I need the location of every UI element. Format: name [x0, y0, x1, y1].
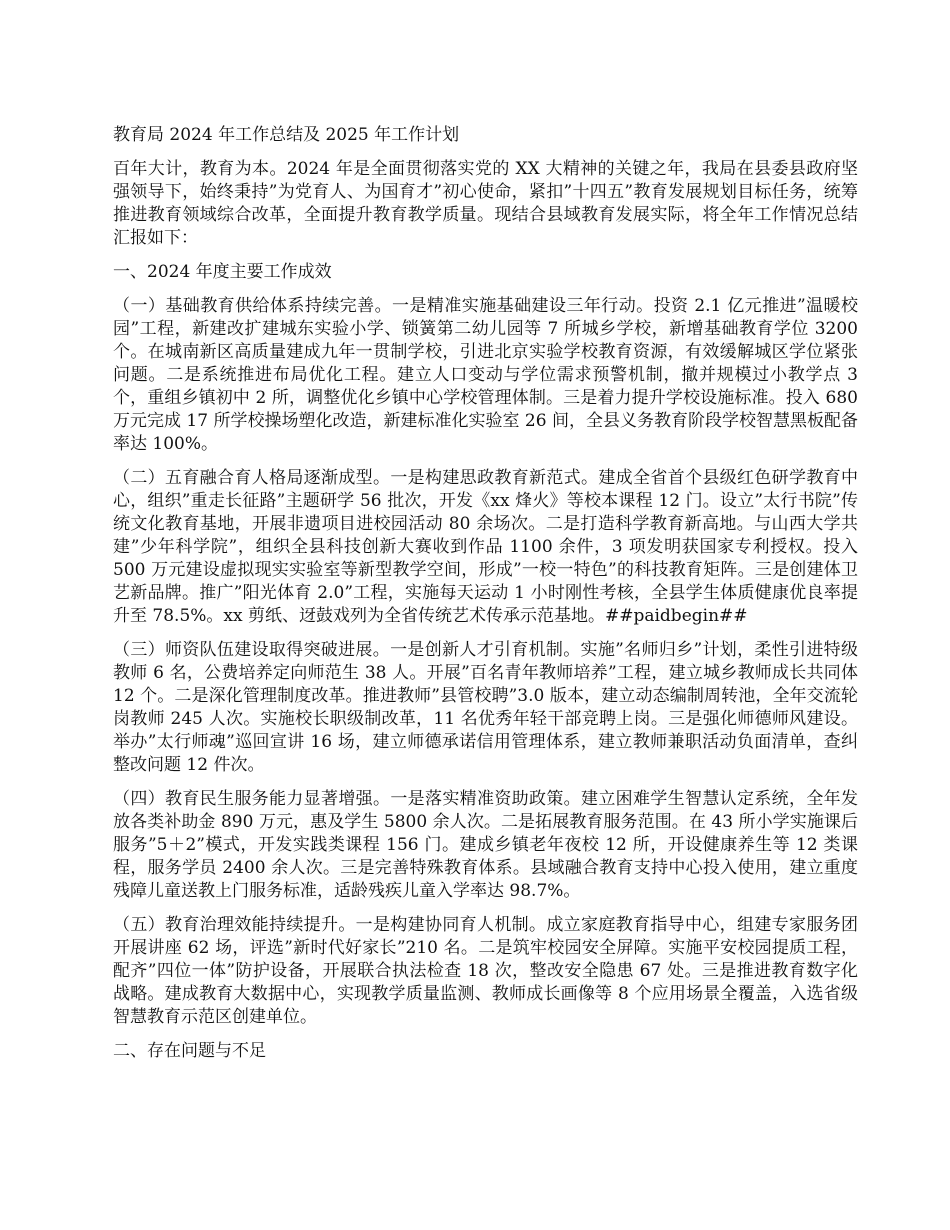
document-page	[113, 124, 858, 1074]
intro-paragraph: 百年大计，教育为本。2024 年是全面贯彻落实党的 XX 大精神的关键之年，我局在县委县政府坚强领导下，始终秉持”为党育人、为国育才”初心使命，紧扣”十四五”教育发展规划目标任务，统筹推进教育领域综合改革，全面提升教育教学质量。现结合县域教育发展实际，将全年工作情况总结汇报如下：	[113, 159, 858, 248]
paragraph-teacher-team: （三）师资队伍建设取得突破进展。一是创新人才引育机制。实施”名师归乡”计划，柔性引进特级教师 6 名，公费培养定向师范生 38 人。开展”百名青年教师培养”工程，建立城乡教师成长共同体 12 个。二是深化管理制度改革。推进教师”县管校聘”3.0 版本，建立动态编制周转池，全年交流轮岗教师 245 人次。实施校长职级制改革，11 名优秀年轻干部竞聘上岗。三是强化师德师风建设。举办”太行师魂”巡回宣讲 16 场，建立师德承诺信用管理体系，建立教师兼职活动负面清单，查纠整改问题 12 件次。	[113, 640, 858, 775]
paragraph-public-service: （四）教育民生服务能力显著增强。一是落实精准资助政策。建立困难学生智慧认定系统，全年发放各类补助金 890 万元，惠及学生 5800 余人次。二是拓展教育服务范围。在 43 所小学实施课后服务”5＋2”模式，开发实践类课程 156 门。建成乡镇老年夜校 12 所，开设健康养生等 12 类课程，服务学员 2400 余人次。三是完善特殊教育体系。县域融合教育支持中心投入使用，建立重度残障儿童送教上门服务标准，适龄残疾儿童入学率达 98.7%。	[113, 789, 858, 901]
paragraph-governance: （五）教育治理效能持续提升。一是构建协同育人机制。成立家庭教育指导中心，组建专家服务团开展讲座 62 场，评选”新时代好家长”210 名。二是筑牢校园安全屏障。实施平安校园提质工程，配齐”四位一体”防护设备，开展联合执法检查 18 次，整改安全隐患 67 处。三是推进教育数字化战略。建成教育大数据中心，实现教学质量监测、教师成长画像等 8 个应用场景全覆盖，入选省级智慧教育示范区创建单位。	[113, 915, 858, 1027]
paragraph-basic-education: （一）基础教育供给体系持续完善。一是精准实施基础建设三年行动。投资 2.1 亿元推进”温暖校园”工程，新建改扩建城东实验小学、锁簧第二幼儿园等 7 所城乡学校，新增基础教育学位 3200 个。在城南新区高质量建成九年一贯制学校，引进北京实验学校教育资源，有效缓解城区学位紧张问题。二是系统推进布局优化工程。建立人口变动与学位需求预警机制，撤并规模过小教学点 3 个，重组乡镇初中 2 所，调整优化乡镇中心学校管理体制。三是着力提升学校设施标准。投入 680 万元完成 17 所学校操场塑化改造，新建标准化实验室 26 间，全县义务教育阶段学校智慧黑板配备率达 100%。	[113, 296, 858, 454]
paragraph-five-education: （二）五育融合育人格局逐渐成型。一是构建思政教育新范式。建成全省首个县级红色研学教育中心，组织”重走长征路”主题研学 56 批次，开发《xx 烽火》等校本课程 12 门。设立”太行书院”传统文化教育基地，开展非遗项目进校园活动 80 余场次。二是打造科学教育新高地。与山西大学共建”少年科学院”，组织全县科技创新大赛收到作品 1100 余件，3 项发明获国家专利授权。投入 500 万元建设虚拟现实实验室等新型教学空间，形成”一校一特色”的科技教育矩阵。三是创建体卫艺新品牌。推广”阳光体育 2.0”工程，实施每天运动 1 小时刚性考核，全县学生体质健康优良率提升至 78.5%。xx 剪纸、迓鼓戏列为全省传统艺术传承示范基地。##paidbegin##	[113, 468, 858, 626]
section-heading-achievements: 一、2024 年度主要工作成效	[113, 262, 332, 282]
document-title: 教育局 2024 年工作总结及 2025 年工作计划	[113, 125, 460, 145]
section-heading-problems: 二、存在问题与不足	[113, 1041, 266, 1061]
